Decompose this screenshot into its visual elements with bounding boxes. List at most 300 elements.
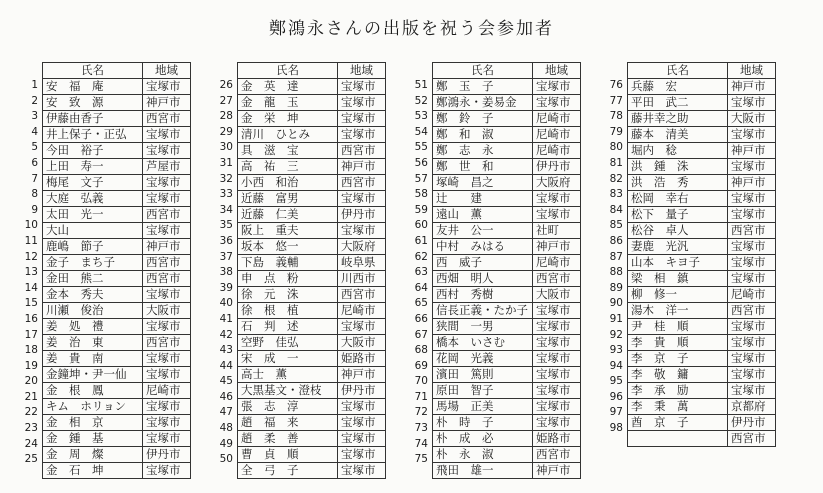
- participant-region: 宝塚市: [728, 271, 776, 287]
- row-number: 26: [219, 79, 233, 91]
- participant-region: 尼崎市: [338, 303, 386, 319]
- row-number: 82: [609, 172, 623, 185]
- participant-name: 張 志 淳: [238, 399, 338, 415]
- table-row: [238, 175, 386, 191]
- table-row: [433, 223, 581, 239]
- participant-region: 西宮市: [533, 447, 581, 463]
- participant-region: 神戸市: [143, 95, 191, 111]
- participant-region: 宝塚市: [728, 319, 776, 335]
- table-row: [238, 367, 386, 383]
- row-number: 7: [31, 172, 38, 185]
- participant-name: 遠山 薫: [433, 207, 533, 223]
- participant-name: 藤本 清美: [628, 127, 728, 143]
- participant-region: 宝塚市: [143, 351, 191, 367]
- participant-region: 西宮市: [143, 255, 191, 271]
- row-number: 77: [609, 94, 623, 107]
- table-row: [628, 175, 776, 191]
- table-row: [433, 79, 581, 95]
- table-row: [433, 127, 581, 143]
- participant-region: 宝塚市: [143, 367, 191, 383]
- participant-region: 芦屋市: [143, 159, 191, 175]
- participant-region: 西宮市: [728, 223, 776, 239]
- participant-region: 宝塚市: [338, 127, 386, 143]
- participant-region: 尼崎市: [533, 111, 581, 127]
- participant-name: 洪 鍾 洙: [628, 159, 728, 175]
- participant-name: 狭間 一男: [433, 319, 533, 335]
- table-row: [43, 351, 191, 367]
- participant-name: 李 承 励: [628, 383, 728, 399]
- participant-name: 洪 浩 秀: [628, 175, 728, 191]
- row-number: 58: [414, 188, 428, 201]
- participant-region: 宝塚市: [338, 79, 386, 95]
- table-row: [433, 95, 581, 111]
- participant-region: 宝塚市: [728, 127, 776, 143]
- header-name: 氏名: [628, 63, 728, 79]
- participant-list: [627, 62, 776, 447]
- participant-region: 宝塚市: [533, 191, 581, 207]
- row-number: 68: [414, 344, 428, 357]
- row-number: 46: [219, 390, 233, 403]
- row-numbers: [406, 78, 428, 468]
- row-number: 51: [414, 79, 428, 91]
- table-row: [433, 463, 581, 479]
- row-number: 18: [24, 344, 38, 357]
- table-row: [238, 271, 386, 287]
- row-number: 10: [24, 219, 38, 232]
- participant-name: 妻鹿 光汎: [628, 239, 728, 255]
- table-row: [433, 159, 581, 175]
- participant-region: 大阪府: [533, 175, 581, 191]
- row-number: 61: [414, 234, 428, 247]
- participant-name: 兵藤 宏: [628, 79, 728, 95]
- participant-region: 宝塚市: [533, 303, 581, 319]
- participant-region: 宝塚市: [143, 175, 191, 191]
- row-number: 93: [609, 344, 623, 357]
- row-number: 13: [24, 266, 38, 279]
- table-row: [238, 447, 386, 463]
- participant-table-1: [20, 62, 191, 479]
- participant-name: 飛田 雄一: [433, 463, 533, 479]
- participant-name: 松谷 卓人: [628, 223, 728, 239]
- participant-name: 李 貴 順: [628, 335, 728, 351]
- row-number: 3: [31, 110, 38, 123]
- participant-name: 大庭 弘義: [43, 191, 143, 207]
- participant-name: 藤井幸之助: [628, 111, 728, 127]
- row-number: 75: [414, 453, 428, 466]
- participant-region: 宝塚市: [533, 319, 581, 335]
- participant-region: 尼崎市: [143, 383, 191, 399]
- table-row: [433, 239, 581, 255]
- participant-region: 宝塚市: [533, 351, 581, 367]
- participant-name: 橋本 いさむ: [433, 335, 533, 351]
- row-number: 81: [609, 156, 623, 169]
- participant-region: 大阪府: [338, 239, 386, 255]
- participant-name: 姜 治 東: [43, 335, 143, 351]
- table-row: [43, 367, 191, 383]
- participant-name: 姜 貴 南: [43, 351, 143, 367]
- table-row: [238, 143, 386, 159]
- participant-name: 酋 京 子: [628, 415, 728, 431]
- table-row: [43, 207, 191, 223]
- table-row: [628, 207, 776, 223]
- table-row: [43, 191, 191, 207]
- participant-region: 尼崎市: [533, 127, 581, 143]
- row-number: 91: [609, 312, 623, 325]
- participant-region: 宝塚市: [728, 191, 776, 207]
- participant-region: 宝塚市: [338, 111, 386, 127]
- participant-region: 尼崎市: [728, 287, 776, 303]
- participant-region: 西宮市: [143, 207, 191, 223]
- participant-region: 姫路市: [338, 351, 386, 367]
- participant-name: 趙 福 来: [238, 415, 338, 431]
- table-row: [43, 175, 191, 191]
- participant-region: 宝塚市: [143, 143, 191, 159]
- table-row: [43, 399, 191, 415]
- participant-name: 松岡 幸右: [628, 191, 728, 207]
- participant-table-2: [215, 62, 386, 479]
- row-number: 95: [609, 375, 623, 388]
- table-row: [238, 127, 386, 143]
- table-row: [433, 287, 581, 303]
- participant-region: 神戸市: [338, 159, 386, 175]
- row-number: 4: [31, 125, 38, 138]
- participant-name: 近藤 仁美: [238, 207, 338, 223]
- row-number: 59: [414, 203, 428, 216]
- row-number: 89: [609, 281, 623, 294]
- row-numbers: [211, 78, 233, 468]
- table-row: [628, 287, 776, 303]
- participant-region: 宝塚市: [338, 191, 386, 207]
- participant-name: 李 敬 鏞: [628, 367, 728, 383]
- participant-region: 宝塚市: [728, 255, 776, 271]
- row-number: 96: [609, 390, 623, 403]
- participant-name: 金 石 坤: [43, 463, 143, 479]
- participant-name: 李 京 子: [628, 351, 728, 367]
- participant-name: 湯木 洋一: [628, 303, 728, 319]
- participant-name: 朴 時 子: [433, 415, 533, 431]
- participant-name: 金 根 鳳: [43, 383, 143, 399]
- row-number: 57: [414, 172, 428, 185]
- participant-region: 宝塚市: [728, 335, 776, 351]
- table-row: [628, 143, 776, 159]
- participant-name: 金 栄 坤: [238, 111, 338, 127]
- participant-name: 柳 修一: [628, 287, 728, 303]
- participant-region: 伊丹市: [143, 447, 191, 463]
- table-row: [238, 383, 386, 399]
- table-row: [238, 95, 386, 111]
- table-row: [238, 223, 386, 239]
- participant-name: 鹿嶋 節子: [43, 239, 143, 255]
- row-number: 60: [414, 219, 428, 232]
- row-number: 1: [31, 79, 38, 91]
- participant-name: 李 秉 萬: [628, 399, 728, 415]
- participant-region: 神戸市: [143, 239, 191, 255]
- header-region: 地域: [143, 63, 191, 79]
- table-row: [238, 239, 386, 255]
- participant-name: 阪上 重夫: [238, 223, 338, 239]
- participant-name: 西 威子: [433, 255, 533, 271]
- participant-region: 宝塚市: [338, 431, 386, 447]
- table-row: [628, 335, 776, 351]
- participant-name: 井上保子・正弘: [43, 127, 143, 143]
- participant-region: 宝塚市: [728, 351, 776, 367]
- table-row: [433, 367, 581, 383]
- row-number: 69: [414, 359, 428, 372]
- row-number: 36: [219, 234, 233, 247]
- participant-name: 西村 秀樹: [433, 287, 533, 303]
- participant-name: 宋 成 一: [238, 351, 338, 367]
- participant-region: 神戸市: [728, 79, 776, 95]
- participant-region: 神戸市: [728, 143, 776, 159]
- row-number: 45: [219, 375, 233, 388]
- participant-region: 神戸市: [728, 175, 776, 191]
- table-row: [43, 271, 191, 287]
- row-number: 94: [609, 359, 623, 372]
- table-row: [43, 415, 191, 431]
- table-row: [238, 159, 386, 175]
- participant-name: 信長正義・たか子: [433, 303, 533, 319]
- participant-region: 宝塚市: [533, 415, 581, 431]
- participant-region: 神戸市: [338, 367, 386, 383]
- table-row: [433, 319, 581, 335]
- table-row: [628, 223, 776, 239]
- participant-name: 大山: [43, 223, 143, 239]
- participant-name: 曹 貞 順: [238, 447, 338, 463]
- table-row: [43, 223, 191, 239]
- header-name: 氏名: [43, 63, 143, 79]
- participant-name: 梁 相 鎮: [628, 271, 728, 287]
- table-row: [628, 191, 776, 207]
- participant-region: 宝塚市: [143, 287, 191, 303]
- table-row: [433, 399, 581, 415]
- table-row: [433, 447, 581, 463]
- table-row: [628, 239, 776, 255]
- row-number: 24: [24, 437, 38, 450]
- table-row: [433, 383, 581, 399]
- row-number: 65: [414, 297, 428, 310]
- row-number: 31: [219, 156, 233, 169]
- header-region: 地域: [728, 63, 776, 79]
- participant-region: 宝塚市: [143, 223, 191, 239]
- participant-region: 宝塚市: [533, 335, 581, 351]
- participant-name: 金田 熊二: [43, 271, 143, 287]
- row-number: 25: [24, 453, 38, 466]
- row-number: 35: [219, 219, 233, 232]
- participant-name: 金 英 達: [238, 79, 338, 95]
- row-number: 83: [609, 188, 623, 201]
- table-row: [628, 415, 776, 431]
- header-name: 氏名: [433, 63, 533, 79]
- table-row: [238, 287, 386, 303]
- row-number: 49: [219, 437, 233, 450]
- participant-name: 徐 根 植: [238, 303, 338, 319]
- table-row: [628, 271, 776, 287]
- row-number: 62: [414, 250, 428, 263]
- participant-region: 宝塚市: [728, 239, 776, 255]
- row-number: 76: [609, 79, 623, 91]
- row-number: 19: [24, 359, 38, 372]
- row-number: 73: [414, 422, 428, 435]
- participant-region: 宝塚市: [533, 95, 581, 111]
- participant-region: 西宮市: [338, 143, 386, 159]
- row-number: 44: [219, 359, 233, 372]
- row-number: 28: [219, 110, 233, 123]
- table-row: [238, 319, 386, 335]
- participant-region: 尼崎市: [533, 255, 581, 271]
- row-number: 52: [414, 94, 428, 107]
- participant-name: 花岡 光義: [433, 351, 533, 367]
- header-region: 地域: [338, 63, 386, 79]
- participant-name: 塚崎 昌之: [433, 175, 533, 191]
- table-row: [433, 335, 581, 351]
- participant-region: 宝塚市: [728, 95, 776, 111]
- participant-name: 徐 元 洙: [238, 287, 338, 303]
- table-row: [628, 367, 776, 383]
- participant-name: 尹 桂 順: [628, 319, 728, 335]
- row-number: 41: [219, 312, 233, 325]
- participant-name: 金 相 京: [43, 415, 143, 431]
- participant-name: 小西 和治: [238, 175, 338, 191]
- participant-region: 宝塚市: [728, 383, 776, 399]
- participant-name: 友井 公一: [433, 223, 533, 239]
- table-row: [433, 351, 581, 367]
- row-number: 30: [219, 141, 233, 154]
- table-row: [433, 255, 581, 271]
- participant-region: 西宮市: [533, 271, 581, 287]
- participant-name: 上田 寿一: [43, 159, 143, 175]
- table-row: [433, 143, 581, 159]
- row-number: 42: [219, 328, 233, 341]
- participant-region: 宝塚市: [338, 319, 386, 335]
- participant-region: 神戸市: [533, 239, 581, 255]
- participant-region: 伊丹市: [338, 207, 386, 223]
- participant-name: キム ホリョン: [43, 399, 143, 415]
- participant-name: 金鐘坤・尹一仙: [43, 367, 143, 383]
- row-number: 56: [414, 156, 428, 169]
- participant-name: 安 致 源: [43, 95, 143, 111]
- participant-region: 西宮市: [143, 335, 191, 351]
- table-row: [628, 255, 776, 271]
- participant-region: 西宮市: [728, 303, 776, 319]
- table-row: [433, 415, 581, 431]
- row-number: 16: [24, 312, 38, 325]
- row-number: 34: [219, 203, 233, 216]
- participant-name: 下島 義輔: [238, 255, 338, 271]
- participant-name: [628, 431, 728, 447]
- table-row: [238, 303, 386, 319]
- participant-region: 宝塚市: [728, 367, 776, 383]
- participant-name: 鄭 和 淑: [433, 127, 533, 143]
- row-number: 64: [414, 281, 428, 294]
- participant-region: 大阪市: [533, 287, 581, 303]
- table-row: [43, 319, 191, 335]
- table-row: [628, 95, 776, 111]
- participant-name: 金 鍾 基: [43, 431, 143, 447]
- participant-name: 具 滋 宝: [238, 143, 338, 159]
- table-row: [43, 255, 191, 271]
- participant-region: 尼崎市: [533, 143, 581, 159]
- page-title: 鄭鴻永さんの出版を祝う会参加者: [269, 19, 554, 39]
- row-number: 86: [609, 234, 623, 247]
- row-number: 48: [219, 422, 233, 435]
- participant-region: 姫路市: [533, 431, 581, 447]
- row-number: 33: [219, 188, 233, 201]
- participant-name: 川瀬 俊治: [43, 303, 143, 319]
- row-number: 98: [609, 422, 623, 435]
- participant-region: 宝塚市: [338, 399, 386, 415]
- row-number: 84: [609, 203, 623, 216]
- row-number: 97: [609, 406, 623, 419]
- participant-region: 川西市: [338, 271, 386, 287]
- participant-name: 高 祐 三: [238, 159, 338, 175]
- participant-region: 宝塚市: [533, 399, 581, 415]
- row-number: 72: [414, 406, 428, 419]
- participant-region: 宝塚市: [338, 223, 386, 239]
- table-row: [43, 111, 191, 127]
- participant-name: 金 周 燦: [43, 447, 143, 463]
- participant-region: 社町: [533, 223, 581, 239]
- table-row: [433, 271, 581, 287]
- row-number: 27: [219, 94, 233, 107]
- table-row: [43, 95, 191, 111]
- table-row: [628, 351, 776, 367]
- participant-name: 鄭 鈴 子: [433, 111, 533, 127]
- table-row: [238, 463, 386, 479]
- participant-name: 朴 永 淑: [433, 447, 533, 463]
- row-number: 38: [219, 266, 233, 279]
- table-row: [43, 79, 191, 95]
- participant-name: 鄭 世 和: [433, 159, 533, 175]
- row-number: 71: [414, 390, 428, 403]
- row-number: 74: [414, 437, 428, 450]
- participant-name: 鄭 志 永: [433, 143, 533, 159]
- participant-region: 伊丹市: [728, 415, 776, 431]
- participant-region: 宝塚市: [338, 415, 386, 431]
- row-number: 8: [31, 188, 38, 201]
- participant-region: 宝塚市: [728, 159, 776, 175]
- table-row: [43, 159, 191, 175]
- table-row: [43, 239, 191, 255]
- participant-region: 宝塚市: [143, 127, 191, 143]
- participant-region: 岐阜県: [338, 255, 386, 271]
- row-number: 92: [609, 328, 623, 341]
- participant-name: 今田 裕子: [43, 143, 143, 159]
- participant-table-3: [410, 62, 581, 479]
- table-row: [238, 191, 386, 207]
- row-number: 66: [414, 312, 428, 325]
- participant-name: 松下 量子: [628, 207, 728, 223]
- participant-name: 金本 秀夫: [43, 287, 143, 303]
- table-row: [628, 79, 776, 95]
- participant-name: 西畑 明人: [433, 271, 533, 287]
- participant-name: 高士 薫: [238, 367, 338, 383]
- participant-region: 宝塚市: [338, 447, 386, 463]
- participant-list: [42, 62, 191, 479]
- row-number: 17: [24, 328, 38, 341]
- row-number: 15: [24, 297, 38, 310]
- participant-region: 大阪市: [143, 303, 191, 319]
- participant-name: 山本 キヨ子: [628, 255, 728, 271]
- participant-name: 近藤 富男: [238, 191, 338, 207]
- participant-name: 堀内 稔: [628, 143, 728, 159]
- row-number: 22: [24, 406, 38, 419]
- participant-region: 宝塚市: [338, 95, 386, 111]
- participant-name: 安 福 庵: [43, 79, 143, 95]
- participant-region: 宝塚市: [338, 463, 386, 479]
- row-number: 21: [24, 390, 38, 403]
- table-row: [238, 79, 386, 95]
- participant-name: 濱田 篤則: [433, 367, 533, 383]
